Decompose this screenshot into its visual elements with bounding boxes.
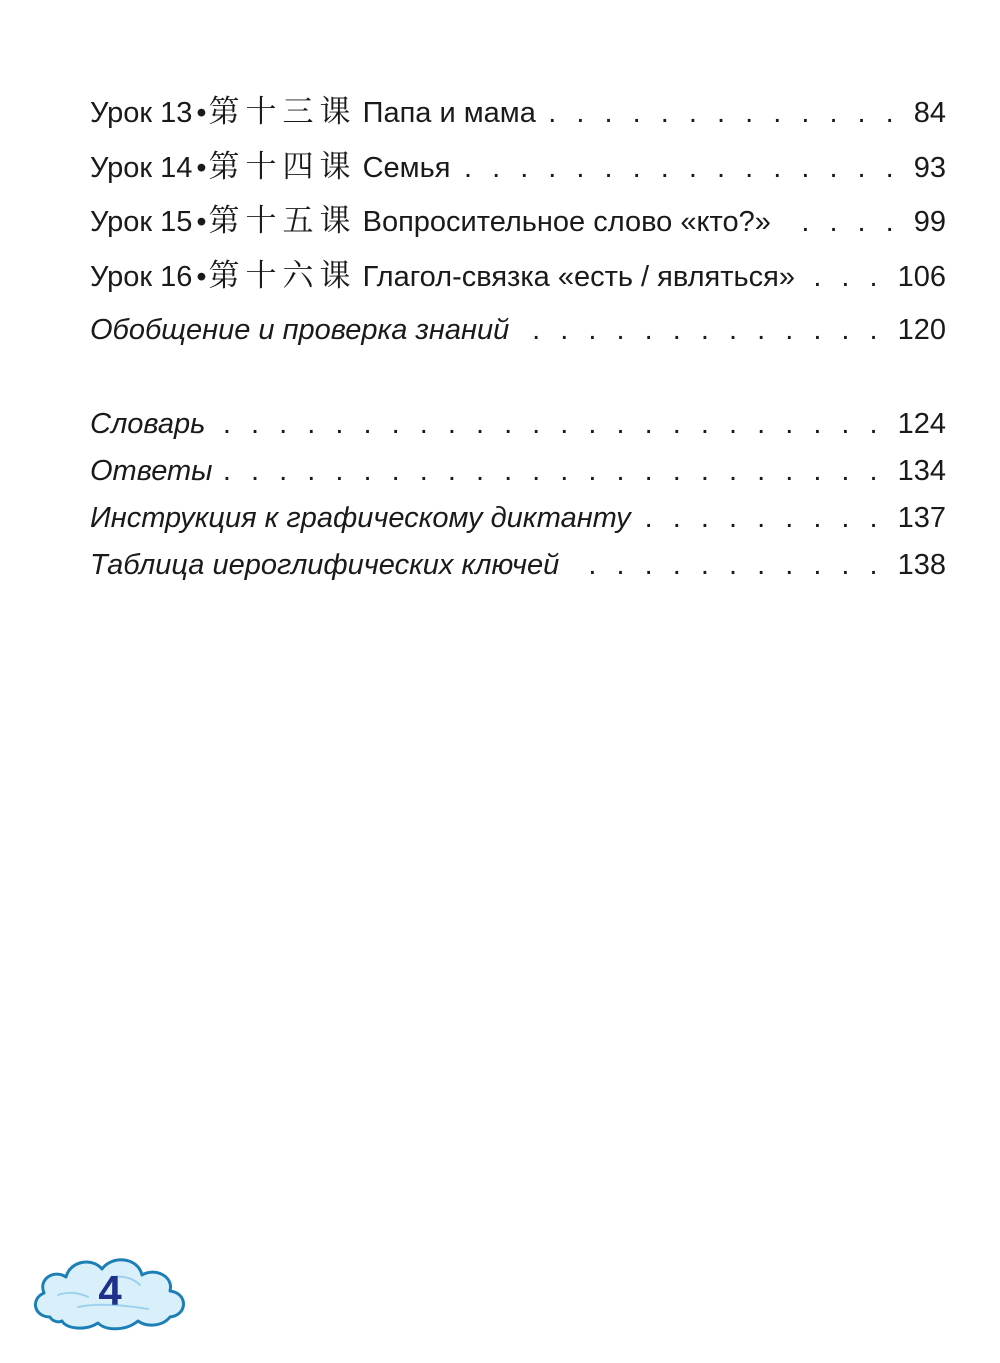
page-number: 4 [98, 1267, 122, 1314]
lesson-hanzi: 第十三课 [208, 94, 357, 130]
page-ref: 124 [897, 408, 946, 440]
page-ref: 84 [913, 97, 946, 129]
bullet: • [196, 151, 207, 184]
page-ref: 93 [913, 151, 946, 184]
toc-entry-lesson-16[interactable] [90, 259, 946, 314]
lesson-label: Урок 15 [90, 206, 193, 238]
dot-leader [213, 407, 883, 441]
lesson-title: Вопросительное слово «кто?» [362, 206, 771, 238]
page-ref: 137 [897, 502, 946, 534]
lesson-title: Семья [362, 151, 451, 184]
page-number-badge [28, 1247, 192, 1335]
toc-entry-summary[interactable] [90, 313, 946, 367]
page-ref: 120 [897, 314, 946, 346]
entry-title [90, 259, 795, 294]
entry-title [90, 204, 771, 239]
entry-title: Обобщение и проверка знаний [90, 314, 510, 346]
lesson-label: Урок 14 [90, 151, 193, 184]
bullet: • [196, 97, 207, 129]
entry-title: Инструкция к графическому диктанту [90, 502, 631, 534]
lesson-hanzi: 第十四课 [208, 148, 357, 185]
lesson-label: Урок 16 [90, 260, 193, 293]
lesson-title: Папа и мама [362, 97, 536, 129]
lesson-hanzi: 第十六课 [208, 257, 357, 294]
toc-entry-lesson-13[interactable] [90, 95, 946, 150]
dot-leader [458, 151, 899, 185]
page-ref: 134 [897, 455, 946, 487]
lesson-label: Урок 13 [90, 97, 193, 129]
page-ref: 138 [897, 549, 946, 581]
lesson-hanzi: 第十五课 [208, 203, 357, 239]
dot-leader [517, 313, 883, 347]
dot-leader [567, 548, 883, 582]
entry-title: Таблица иероглифических ключей [90, 549, 560, 581]
toc-entry-radicals-table[interactable] [90, 548, 946, 595]
entry-title [90, 150, 450, 185]
table-of-contents [90, 95, 946, 595]
dot-leader [639, 501, 884, 535]
toc-entry-answers[interactable] [90, 454, 946, 501]
toc-entry-dictionary[interactable] [90, 407, 946, 454]
entry-title: Словарь [90, 408, 206, 440]
dot-leader [544, 96, 900, 130]
dot-leader [221, 454, 884, 488]
toc-entry-dictation-instructions[interactable] [90, 501, 946, 548]
bullet: • [196, 260, 207, 293]
lesson-title: Глагол-связка «есть / являться» [362, 260, 795, 293]
page-ref: 99 [913, 206, 946, 238]
dot-leader [779, 205, 900, 239]
page-ref: 106 [897, 260, 946, 293]
toc-entry-lesson-15[interactable] [90, 204, 946, 259]
dot-leader [803, 260, 884, 294]
section-gap [90, 367, 946, 407]
toc-entry-lesson-14[interactable] [90, 150, 946, 205]
entry-title: Ответы [90, 455, 213, 487]
entry-title [90, 95, 536, 130]
bullet: • [196, 206, 207, 238]
